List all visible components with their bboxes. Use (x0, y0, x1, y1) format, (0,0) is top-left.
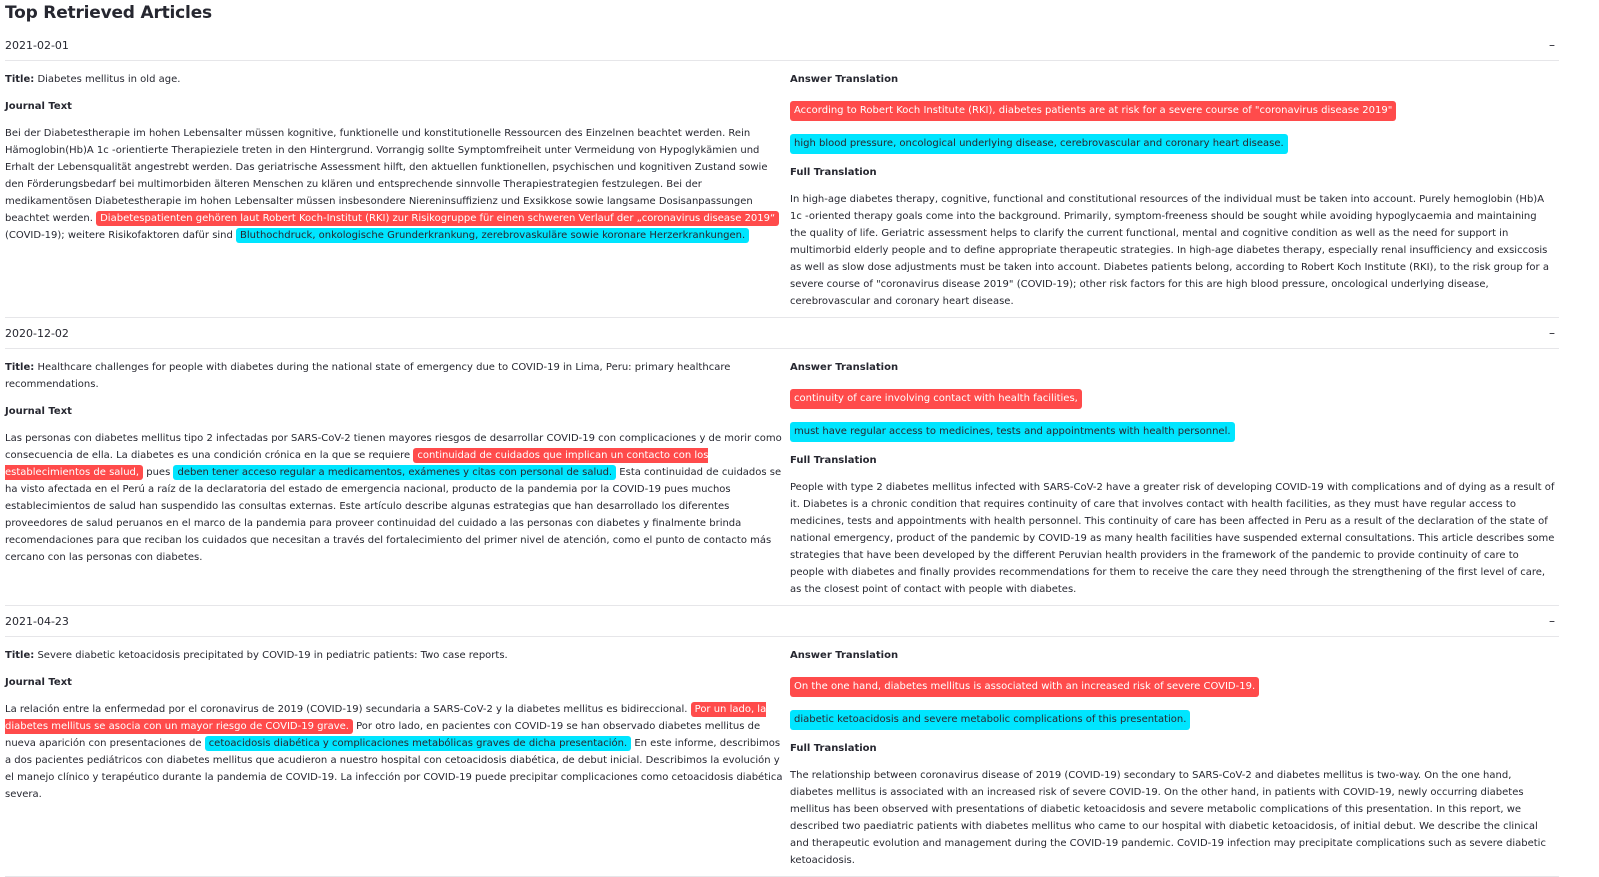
full-translation-text: In high-age diabetes therapy, cognitive, functional and constitutional resources of the individual must be taken into account. Purely hemoglobin (Hb)A 1c -oriented therapy goals come into the background. Primarily, symptom-freeness should be sought while avoiding hypoglycaemia and maintaining the quality of life. Geriatric assessment helps to clarify the current functional, mental and cognitive condition as well as the need for support in multimorbid elderly people and to define appropriate therapeutic strategies. In high-age diabetes therapy, especially renal insufficiency and exsiccosis as well as slow dose adjustments must be taken into account. Diabetes patients belong, according to Robert Koch Institute (RKI), to the risk group for a severe course of "coronavirus disease 2019" (COVID-19); other risk factors for this are high blood pressure, oncological underlying disease, cerebrovascular and coronary heart disease. (790, 194, 1549, 307)
journal-text-pre: Bei der Diabetestherapie im hohen Lebensalter müssen kognitive, funktionelle und konstitutionelle Ressourcen des Einzelnen beachtet werden. Rein Hämoglobin(Hb)A 1c -orientierte Therapieziele treten in den Hintergrund. Vorrangig sollte Symptomfreiheit unter Vermeidung von Hypoglykämien und Erhalt der Lebensqualität angestrebt werden. Das geriatrische Assessment hilft, den aktuellen funktionellen, psychischen und kognitiven Zustand sowie den Förderungsbedarf bei multimorbiden älteren Menschen zu klären und entsprechende sinnvolle Therapiestrategien festzulegen. Bei der medikamentösen Diabetestherapie im hohen Lebensalter müssen insbesondere Niereninsuffizienz und Exsikkose sowie langsame Dosisanpassungen beachtet werden. (5, 128, 768, 224)
journal-text-pre: La relación entre la enfermedad por el coronavirus de 2019 (COVID-19) secundaria a SARS-CoV-2 y la diabetes mellitus es bidireccional. (5, 704, 691, 715)
expander-header[interactable] (5, 30, 1559, 61)
full-translation-text: People with type 2 diabetes mellitus infected with SARS-CoV-2 have a greater risk of developing COVID-19 with complications and of dying as a result of it. Diabetes is a chronic condition that requires continuity of care that involves contact with health facilities, as they must have regular access to medicines, tests and appointments with health personnel. This continuity of care has been affected in Peru as a result of the declaration of the state of national emergency, product of the pandemic by COVID-19 as many health facilities have suspended external consultations. This article describes some strategies that have been developed by the different Peruvian health providers in the framework of the pandemic to provide continuity of care to people with diabetes and finally provides recommendations for them to receive the care they need through the strengthening of the first level of care, as the closest point of contact with people with diabetes. (790, 482, 1555, 595)
collapse-icon[interactable]: – (1549, 614, 1555, 628)
journal-text-post: En este informe, describimos a dos pacientes pediátricos con diabetes mellitus que acudieron a nuestro hospital con cetoacidosis diabética, de debut inicial. Describimos la evolución y el manejo clínico y terapéutico durante la pandemia de COVID-19. La infección por COVID-19 puede precipitar complicaciones como cetoacidosis diabética severa. (5, 738, 783, 800)
page-title: Top Retrieved Articles (5, 3, 212, 23)
article-title-line (5, 359, 785, 393)
journal-text-mid: Por otro lado, en pacientes con COVID-19 se han observado diabetes mellitus de nueva aparición con presentaciones de (5, 721, 761, 749)
answer-translation-label: Answer Translation (790, 650, 899, 661)
journal-text-post: Esta continuidad de cuidados se ha visto afectada en el Perú a raíz de la declaratoria del estado de emergencia nacional, producto de la pandemia por la COVID-19 pues muchos establecimientos de salud han suspendido las consultas externas. Este artículo describe algunas estrategias que han desarrollado los diferentes proveedores de salud peruanos en el marco de la pandemia para proveer continuidad del cuidado a las personas con diabetes y finalmente brinda recomendaciones para que reciban los cuidados que necesitan a través del fortalecimiento del primer nivel de atención, como el punto de contacto más cercano con las personas con diabetes. (5, 467, 782, 563)
article-date: 2021-04-23 (5, 614, 69, 628)
collapse-icon[interactable]: – (1549, 326, 1555, 340)
journal-text-label: Journal Text (5, 677, 72, 688)
journal-highlight-secondary: cetoacidosis diabética y complicaciones metabólicas graves de dicha presentación. (205, 736, 631, 751)
answer-highlight-primary: On the one hand, diabetes mellitus is associated with an increased risk of severe COVID-19. (790, 677, 1259, 697)
journal-text (5, 430, 785, 566)
article-expander (5, 30, 1559, 318)
journal-highlight-secondary: Bluthochdruck, onkologische Grunderkrankung, zerebrovaskuläre sowie koronare Herzerkrankungen. (236, 228, 749, 243)
journal-highlight-primary: continuidad de cuidados que implican un contacto con los establecimientos de salud, (5, 450, 709, 478)
article-body (5, 349, 1559, 605)
answer-translation-label: Answer Translation (790, 74, 899, 85)
translation-column (790, 68, 1555, 310)
article-title: Diabetes mellitus in old age. (37, 74, 181, 85)
title-label: Title: (5, 74, 35, 85)
title-label: Title: (5, 362, 35, 373)
translation-column (790, 644, 1555, 869)
answer-highlight-primary: According to Robert Koch Institute (RKI), diabetes patients are at risk for a severe course of "coronavirus disease 2019" (790, 101, 1396, 121)
article-expander (5, 606, 1559, 877)
journal-text (5, 701, 785, 803)
full-translation-text: The relationship between coronavirus disease of 2019 (COVID-19) secondary to SARS-CoV-2 and diabetes mellitus is two-way. On the one hand, diabetes mellitus is associated with an increased risk of severe COVID-19. On the other hand, in patients with COVID-19, newly occurring diabetes mellitus has been observed with presentations of diabetic ketoacidosis and severe metabolic complications of this presentation. In this report, we described two paediatric patients with diabetes mellitus who came to our hospital with diabetic ketoacidosis, of initial debut. We describe the clinical and therapeutic evolution and management during the COVID-19 pandemic. CoVID-19 infection may precipitate complications such as severe diabetic ketoacidosis. (790, 770, 1546, 866)
journal-highlight-primary: Diabetespatienten gehören laut Robert Koch-Institut (RKI) zur Risikogruppe für einen schweren Verlauf der „coronavirus disease 2019“ (96, 211, 779, 226)
collapse-icon[interactable]: – (1549, 38, 1555, 52)
journal-text-label: Journal Text (5, 101, 72, 112)
journal-highlight-secondary: deben tener acceso regular a medicamentos, exámenes y citas con personal de salud. (173, 465, 616, 480)
journal-text-label: Journal Text (5, 406, 72, 417)
journal-column (5, 68, 790, 310)
translation-column (790, 356, 1555, 598)
journal-text (5, 125, 785, 244)
journal-column (5, 356, 790, 598)
answer-highlight-primary: continuity of care involving contact with health facilities, (790, 389, 1082, 409)
journal-highlight-primary: Por un lado, la diabetes mellitus se asocia con un mayor riesgo de COVID-19 grave. (5, 704, 767, 732)
answer-highlight-secondary: must have regular access to medicines, tests and appointments with health personnel. (790, 422, 1235, 442)
journal-text-mid: (COVID-19); weitere Risikofaktoren dafür sind (5, 230, 237, 241)
article-title-line (5, 647, 785, 664)
answer-highlight-secondary: high blood pressure, oncological underlying disease, cerebrovascular and coronary heart disease. (790, 134, 1288, 154)
article-title-line (5, 71, 785, 88)
article-title: Healthcare challenges for people with diabetes during the national state of emergency due to COVID-19 in Lima, Peru: primary healthcare recommendations. (5, 362, 731, 390)
journal-column (5, 644, 790, 869)
article-body (5, 61, 1559, 317)
article-date: 2020-12-02 (5, 326, 69, 340)
title-label: Title: (5, 650, 35, 661)
answer-highlight-secondary: diabetic ketoacidosis and severe metabolic complications of this presentation. (790, 710, 1190, 730)
journal-text-pre: Las personas con diabetes mellitus tipo 2 infectadas por SARS-CoV-2 tienen mayores riesgos de desarrollar COVID-19 con complicaciones y de morir como consecuencia de ella. La diabetes es una condición crónica en la que se requiere (5, 433, 782, 461)
article-body (5, 637, 1559, 876)
article-expander (5, 318, 1559, 606)
full-translation-label: Full Translation (790, 455, 877, 466)
expander-header[interactable] (5, 606, 1559, 637)
article-date: 2021-02-01 (5, 38, 69, 52)
journal-text-mid: pues (143, 467, 174, 478)
expander-header[interactable] (5, 318, 1559, 349)
full-translation-label: Full Translation (790, 167, 877, 178)
full-translation-label: Full Translation (790, 743, 877, 754)
answer-translation-label: Answer Translation (790, 362, 899, 373)
article-title: Severe diabetic ketoacidosis precipitated by COVID-19 in pediatric patients: Two case reports. (37, 650, 508, 661)
